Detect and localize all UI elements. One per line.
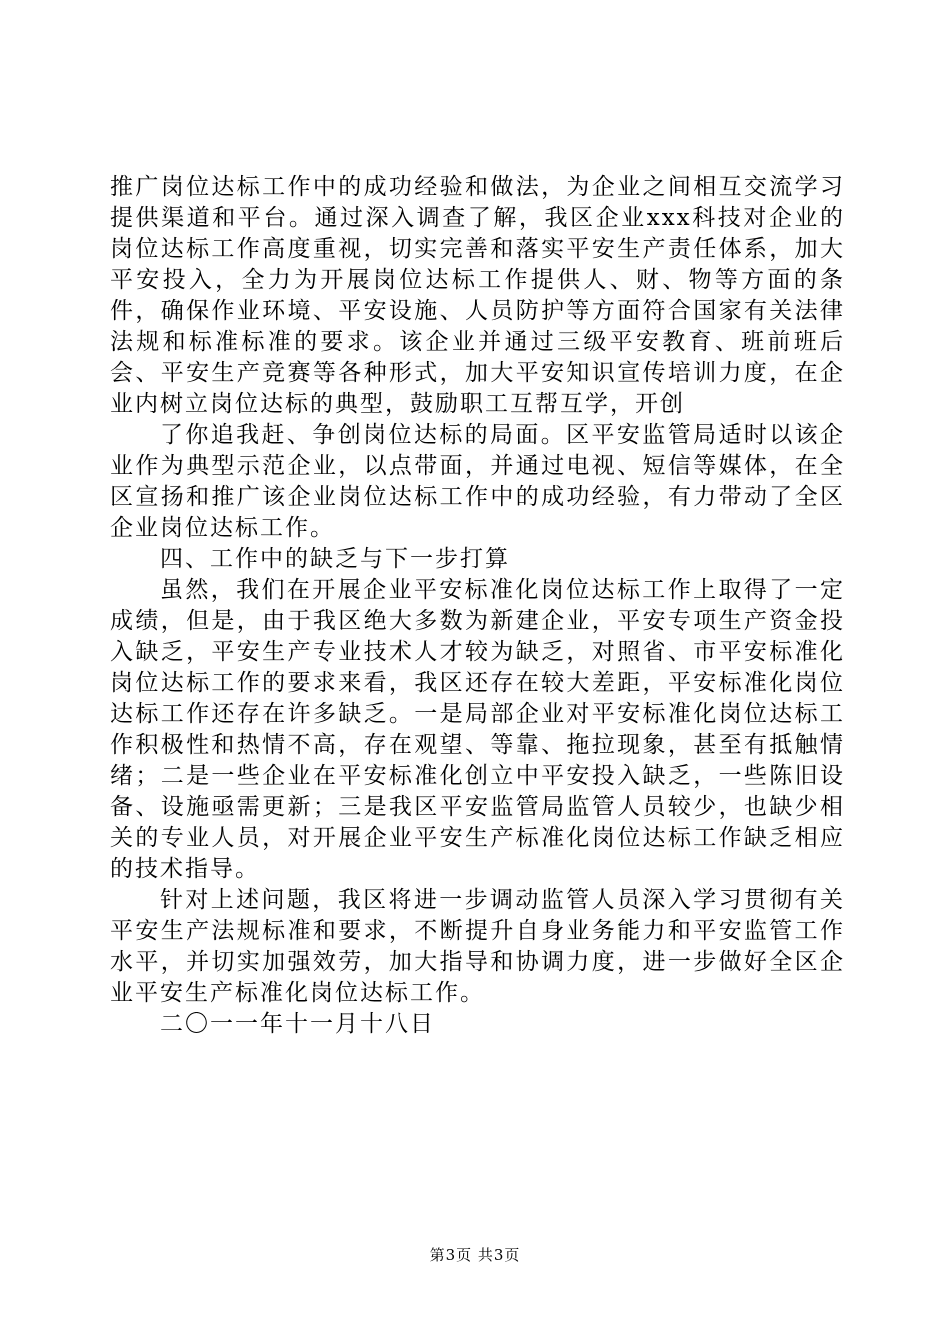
paragraph-shortcomings: 虽然，我们在开展企业平安标准化岗位达标工作上取得了一定成绩，但是，由于我区绝大多数为新建企业，平安专项生产资金投入缺乏，平安生产专业技术人才较为缺乏，对照省、市平安标准化岗位达标工作的要求来看，我区还存在较大差距，平安标准化岗位达标工作还存在许多缺乏。一是局部企业对平安标准化岗位达标工作积极性和热情不高，存在观望、等靠、拖拉现象，甚至有抵触情绪；二是一些企业在平安标准化创立中平安投入缺乏，一些陈旧设备、设施亟需更新；三是我区平安监管局监管人员较少，也缺少相关的专业人员，对开展企业平安生产标准化岗位达标工作缺乏相应的技术指导。 [110,577,845,882]
section-heading: 四、工作中的缺乏与下一步打算 [160,546,510,572]
paragraph-next-steps: 针对上述问题，我区将进一步调动监管人员深入学习贯彻有关平安生产法规标准和要求，不断提升自身业务能力和平安监管工作水平，并切实加强效劳，加大指导和协调力度，进一步做好全区企业平安生产标准化岗位达标工作。 [110,887,845,1006]
document-body [110,172,845,1040]
paragraph-continuation: 推广岗位达标工作中的成功经验和做法，为企业之间相互交流学习提供渠道和平台。通过深入调查了解，我区企业xxx科技对企业的岗位达标工作高度重视，切实完善和落实平安生产责任体系，加大平安投入，全力为开展岗位达标工作提供人、财、物等方面的条件，确保作业环境、平安设施、人员防护等方面符合国家有关法律法规和标准标准的要求。该企业并通过三级平安教育、班前班后会、平安生产竞赛等各种形式，加大平安知识宣传培训力度，在企业内树立岗位达标的典型，鼓励职工互帮互学，开创 [110,174,845,417]
page-number-footer: 第3页 共3页 [429,1246,521,1264]
document-date: 二〇一一年十一月十八日 [160,1011,435,1037]
paragraph-typical-enterprise: 了你追我赶、争创岗位达标的局面。区平安监管局适时以该企业作为典型示范企业，以点带面，并通过电视、短信等媒体，在全区宣扬和推广该企业岗位达标工作中的成功经验，有力带动了全区企业岗位达标工作。 [110,422,845,541]
